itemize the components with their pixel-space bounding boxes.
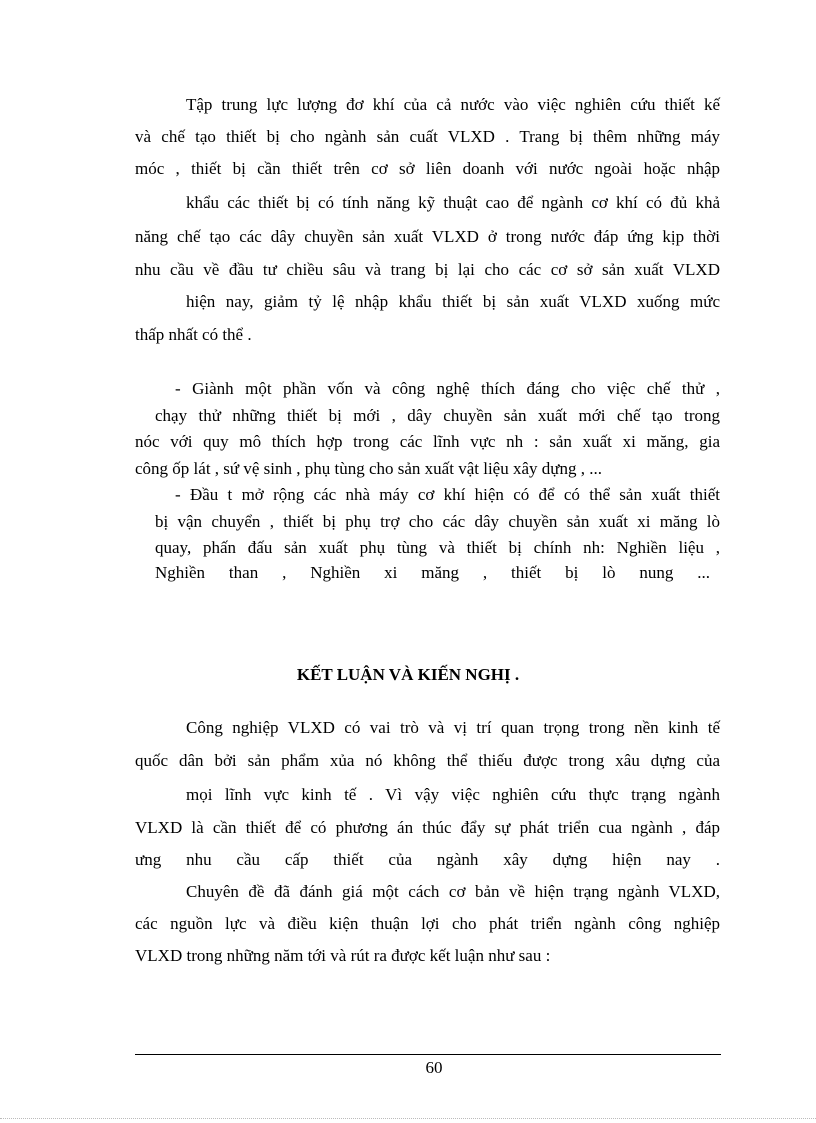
page-bottom-border (0, 1118, 816, 1119)
text-line: hiện nay, giảm tỷ lệ nhập khẩu thiết bị sản xuất VLXD xuống mức (186, 292, 720, 311)
text-line: thấp nhất có thể . (135, 325, 252, 344)
text-line: nhu cầu về đầu tư chiều sâu và trang bị lại cho các cơ sở sản xuất VLXD (135, 260, 720, 279)
bullet-line: chạy thử những thiết bị mới , dây chuyền sản xuất mới chế tạo trong (155, 406, 720, 425)
text-line: các nguồn lực và điều kiện thuận lợi cho phát triển ngành công nghiệp (135, 914, 720, 933)
text-line: khẩu các thiết bị có tính năng kỹ thuật cao để ngành cơ khí có đủ khả (186, 193, 720, 212)
text-line: móc , thiết bị cần thiết trên cơ sở liên doanh với nước ngoài hoặc nhập (135, 159, 720, 178)
bullet-line: bị vận chuyển , thiết bị phụ trợ cho các dây chuyền sản xuất xi măng lò (155, 512, 720, 531)
bullet-line: Nghiền than , Nghiền xi măng , thiết bị lò nung ... (155, 563, 710, 582)
bullet-line: công ốp lát , sứ vệ sinh , phụ tùng cho sản xuất vật liệu xây dựng , ... (135, 459, 602, 478)
text-line: ưng nhu cầu cấp thiết của ngành xây dựng hiện nay . (135, 850, 720, 869)
text-line: mọi lĩnh vực kinh tế . Vì vậy việc nghiên cứu thực trạng ngành (186, 785, 720, 804)
text-line: VLXD là cần thiết để có phương án thúc đẩy sự phát triển cua ngành , đáp (135, 818, 720, 837)
bullet-line: - Giành một phần vốn và công nghệ thích đáng cho việc chế thử , (175, 379, 720, 398)
text-line: Công nghiệp VLXD có vai trò và vị trí quan trọng trong nền kinh tế (186, 718, 720, 737)
page-number: 60 (425, 1058, 443, 1077)
text-line: năng chế tạo các dây chuyền sản xuất VLXD ở trong nước đáp ứng kịp thời (135, 227, 720, 246)
text-line: và chế tạo thiết bị cho ngành sản cuất VLXD . Trang bị thêm những máy (135, 127, 720, 146)
bullet-line: quay, phấn đấu sản xuất phụ tùng và thiết bị chính nh: Nghiền liệu , (155, 538, 720, 557)
text-line: quốc dân bởi sản phẩm xủa nó không thể thiếu được trong xâu dựng của (135, 751, 720, 770)
text-line: VLXD trong những năm tới và rút ra được kết luận như sau : (135, 946, 551, 965)
bullet-line: nóc với quy mô thích hợp trong các lĩnh vực nh : sản xuất xi măng, gia (135, 432, 720, 451)
bullet-line: - Đầu t mở rộng các nhà máy cơ khí hiện có để có thể sản xuất thiết (175, 485, 720, 504)
footer-divider (135, 1054, 721, 1055)
text-line: Chuyên đề đã đánh giá một cách cơ bản về hiện trạng ngành VLXD, (186, 882, 720, 901)
section-heading: KẾT LUẬN VÀ KIẾN NGHỊ . (296, 665, 520, 684)
text-line: Tập trung lực lượng đơ khí của cả nước vào việc nghiên cứu thiết kế (186, 95, 720, 114)
